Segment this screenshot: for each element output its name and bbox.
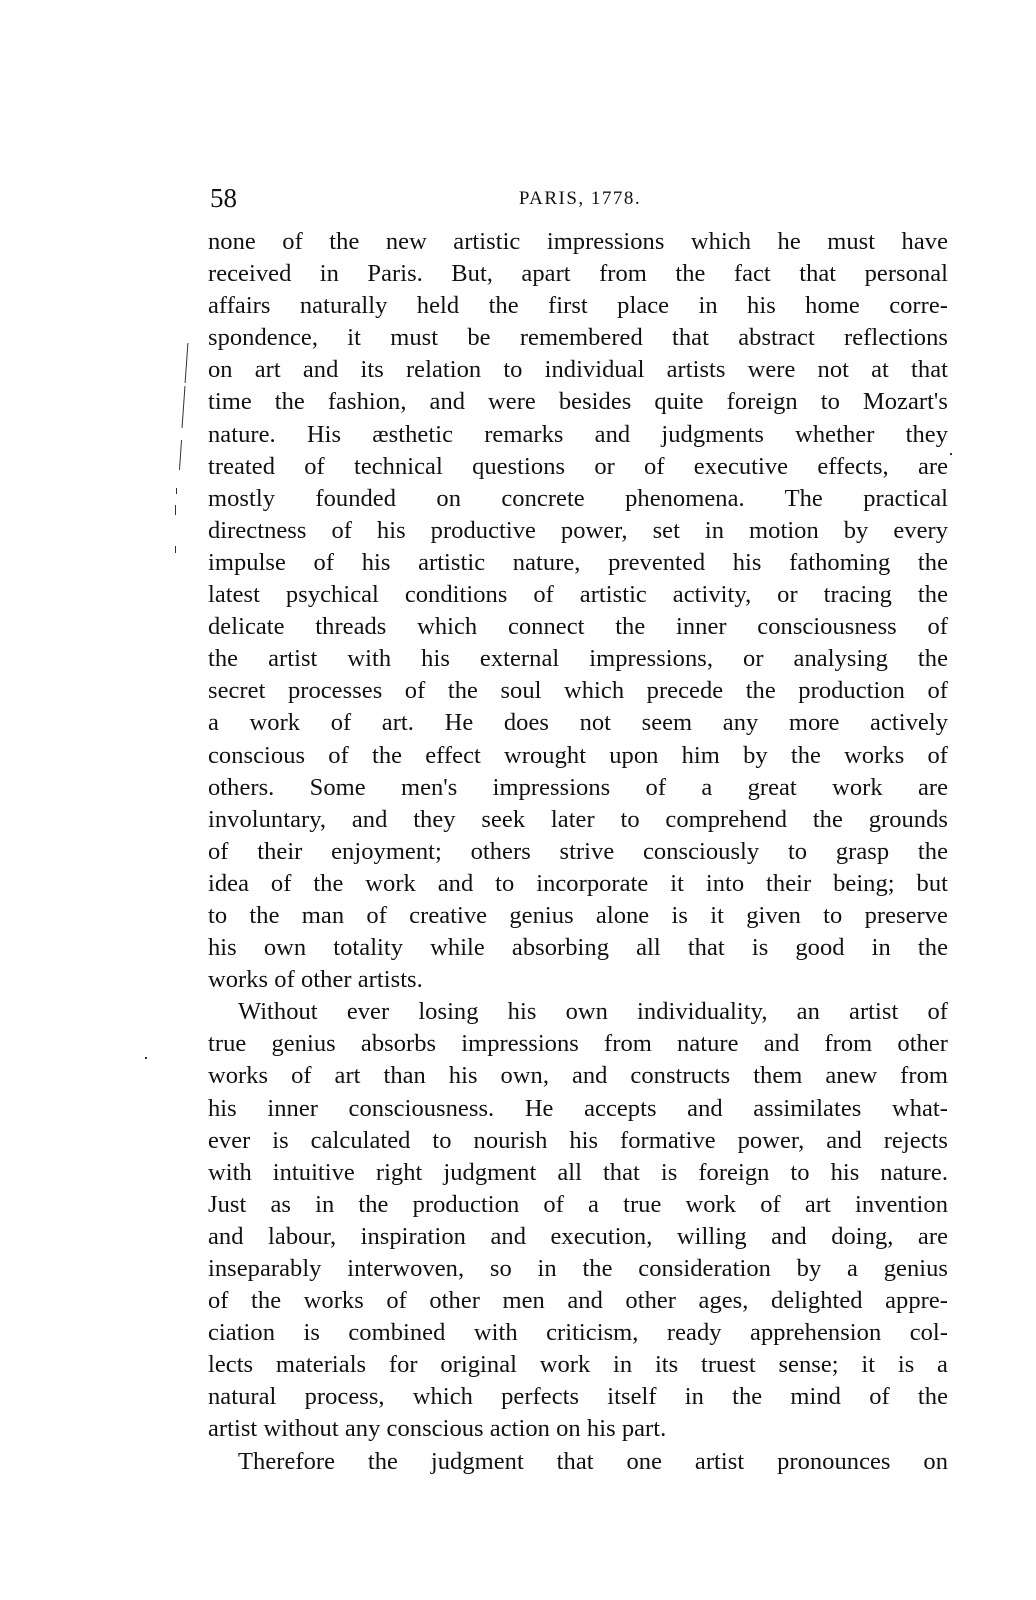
text-line: latest psychical conditions of artistic activity, or tracing the [208, 581, 948, 609]
text-line: the artist with his external impressions, or analysing the [208, 645, 948, 673]
text-line: true genius absorbs impressions from nature and from other [208, 1030, 948, 1058]
text-line: spondence, it must be remembered that abstract reflections [208, 324, 948, 352]
text-line: received in Paris. But, apart from the fact that personal [208, 260, 948, 288]
text-line: of their enjoyment; others strive consciously to grasp the [208, 837, 948, 865]
text-line: a work of art. He does not seem any more actively [208, 709, 948, 737]
text-line: ciation is combined with criticism, ready apprehension col- [208, 1319, 948, 1347]
margin-pencil-dot [950, 453, 952, 455]
text-line: artist without any conscious action on his part. [208, 1415, 667, 1443]
text-line: lects materials for original work in its truest sense; it is a [208, 1351, 948, 1379]
text-line: with intuitive right judgment all that is foreign to his nature. [208, 1158, 948, 1186]
margin-pencil-line [182, 386, 186, 428]
text-line: impulse of his artistic nature, prevented his fathoming the [208, 548, 948, 576]
body-text [208, 226, 948, 1478]
running-head [210, 183, 950, 213]
text-line: involuntary, and they seek later to comprehend the grounds [208, 805, 948, 833]
text-line: ever is calculated to nourish his formative power, and rejects [208, 1126, 948, 1154]
text-line: nature. His æsthetic remarks and judgments whether they [208, 420, 948, 448]
text-line: directness of his productive power, set in motion by every [208, 516, 948, 544]
text-line: affairs naturally held the first place in his home corre- [208, 292, 948, 320]
text-line: of the works of other men and other ages, delighted appre- [208, 1287, 948, 1315]
text-line: delicate threads which connect the inner consciousness of [208, 613, 948, 641]
text-line: conscious of the effect wrought upon him by the works of [208, 741, 948, 769]
text-line: and labour, inspiration and execution, willing and doing, are [208, 1222, 948, 1250]
margin-pencil-line [175, 505, 176, 515]
text-line: Just as in the production of a true work of art invention [208, 1190, 948, 1218]
text-line: treated of technical questions or of executive effects, are [208, 452, 948, 480]
text-line: secret processes of the soul which precede the production of [208, 677, 948, 705]
text-line: his inner consciousness. He accepts and assimilates what- [208, 1094, 948, 1122]
text-line: to the man of creative genius alone is it given to preserve [208, 901, 948, 929]
text-line: inseparably interwoven, so in the consideration by a genius [208, 1255, 948, 1282]
text-line: mostly founded on concrete phenomena. The practical [208, 484, 948, 512]
text-line: idea of the work and to incorporate it into their being; but [208, 869, 948, 897]
text-line: none of the new artistic impressions which he must have [208, 228, 948, 255]
text-line: time the fashion, and were besides quite foreign to Mozart's [208, 388, 948, 416]
text-line: others. Some men's impressions of a great work are [208, 773, 948, 801]
margin-pencil-dot [145, 1057, 147, 1059]
running-title: PARIS, 1778. [518, 188, 642, 209]
margin-pencil-line [179, 440, 182, 470]
text-line-paragraph-start: Without ever losing his own individuality, an artist of [238, 998, 948, 1026]
margin-pencil-line [185, 343, 189, 383]
page-number: 58 [210, 183, 237, 213]
text-line: his own totality while absorbing all that is good in the [208, 934, 948, 962]
text-line-paragraph-start: Therefore the judgment that one artist pronounces on [238, 1447, 948, 1475]
margin-pencil-line [175, 546, 176, 553]
text-line: natural process, which perfects itself in the mind of the [208, 1383, 948, 1411]
text-line: works of art than his own, and constructs them anew from [208, 1062, 948, 1090]
text-line: works of other artists. [208, 966, 423, 994]
text-line: on art and its relation to individual artists were not at that [208, 356, 948, 384]
margin-pencil-line [176, 488, 177, 494]
